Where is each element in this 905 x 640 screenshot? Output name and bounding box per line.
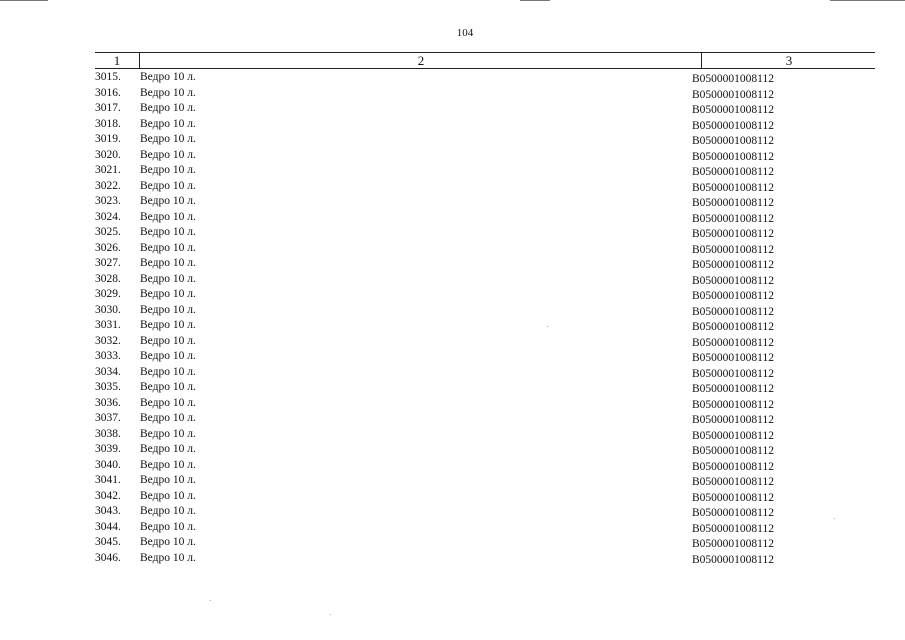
table-row [95, 70, 875, 86]
table-row [95, 551, 875, 567]
item-name: Ведро 10 л. [140, 489, 196, 502]
table-row [95, 194, 875, 210]
item-name: Ведро 10 л. [140, 164, 196, 176]
item-code: B0500001008112 [692, 197, 774, 209]
row-number: 3020. [95, 148, 121, 161]
item-name: Ведро 10 л. [140, 272, 196, 285]
item-name: Ведро 10 л. [140, 381, 196, 393]
table-row [95, 241, 875, 257]
item-code: B0500001008112 [692, 414, 774, 426]
row-number: 3030. [95, 303, 121, 316]
scan-edge-line [0, 0, 48, 1]
table-row [95, 473, 875, 489]
item-code: B0500001008112 [692, 367, 774, 380]
inventory-table [95, 52, 875, 566]
item-code: B0500001008112 [692, 507, 774, 519]
item-code: B0500001008112 [692, 119, 774, 132]
table-row [95, 442, 875, 458]
row-number: 3019. [95, 133, 121, 145]
row-number: 3021. [95, 164, 121, 176]
table-row [95, 396, 875, 412]
item-code: B0500001008112 [692, 73, 774, 85]
column-header-name: 2 [139, 53, 702, 68]
item-code: B0500001008112 [692, 445, 774, 457]
item-name: Ведро 10 л. [140, 412, 196, 424]
item-name: Ведро 10 л. [140, 303, 196, 316]
table-row [95, 256, 875, 272]
table-row [95, 132, 875, 148]
item-code: B0500001008112 [692, 259, 774, 271]
table-row [95, 504, 875, 520]
table-row [95, 272, 875, 288]
row-number: 3043. [95, 505, 121, 517]
row-number: 3022. [95, 179, 121, 192]
table-row [95, 535, 875, 551]
row-number: 3045. [95, 536, 121, 548]
table-row [95, 225, 875, 241]
table-row [95, 380, 875, 396]
item-code: B0500001008112 [692, 491, 774, 504]
row-number: 3037. [95, 412, 121, 424]
item-code: B0500001008112 [692, 522, 774, 535]
item-name: Ведро 10 л. [140, 86, 196, 99]
row-number: 3033. [95, 350, 121, 362]
item-name: Ведро 10 л. [140, 396, 196, 409]
table-row [95, 148, 875, 164]
table-row [95, 287, 875, 303]
table-row [95, 179, 875, 195]
item-code: B0500001008112 [692, 243, 774, 256]
item-code: B0500001008112 [692, 104, 774, 116]
row-number: 3025. [95, 226, 121, 238]
table-row [95, 427, 875, 443]
row-number: 3027. [95, 257, 121, 269]
item-name: Ведро 10 л. [140, 226, 196, 238]
row-number: 3038. [95, 427, 121, 440]
row-number: 3024. [95, 210, 121, 223]
table-row [95, 334, 875, 350]
table-row [95, 303, 875, 319]
row-number: 3042. [95, 489, 121, 502]
item-name: Ведро 10 л. [140, 443, 196, 455]
item-code: B0500001008112 [692, 321, 774, 333]
item-name: Ведро 10 л. [140, 536, 196, 548]
item-code: B0500001008112 [692, 274, 774, 287]
row-number: 3018. [95, 117, 121, 130]
table-row [95, 318, 875, 334]
item-name: Ведро 10 л. [140, 117, 196, 130]
table-row [95, 210, 875, 226]
row-number: 3036. [95, 396, 121, 409]
item-name: Ведро 10 л. [140, 334, 196, 347]
item-code: B0500001008112 [692, 181, 774, 194]
table-header-row [95, 52, 875, 69]
row-number: 3015. [95, 71, 121, 83]
item-code: B0500001008112 [692, 553, 774, 566]
table-row [95, 489, 875, 505]
item-code: B0500001008112 [692, 352, 774, 364]
item-name: Ведро 10 л. [140, 257, 196, 269]
item-name: Ведро 10 л. [140, 551, 196, 564]
scan-speck [834, 518, 835, 519]
item-code: B0500001008112 [692, 398, 774, 411]
item-name: Ведро 10 л. [140, 241, 196, 254]
item-code: B0500001008112 [692, 150, 774, 163]
table-row [95, 520, 875, 536]
item-name: Ведро 10 л. [140, 520, 196, 533]
scan-edge-line [830, 0, 905, 1]
item-name: Ведро 10 л. [140, 148, 196, 161]
row-number: 3031. [95, 319, 121, 331]
item-code: B0500001008112 [692, 212, 774, 225]
row-number: 3028. [95, 272, 121, 285]
item-name: Ведро 10 л. [140, 458, 196, 471]
item-name: Ведро 10 л. [140, 474, 196, 486]
row-number: 3040. [95, 458, 121, 471]
item-name: Ведро 10 л. [140, 71, 196, 83]
table-row [95, 101, 875, 117]
row-number: 3044. [95, 520, 121, 533]
table-row [95, 411, 875, 427]
item-name: Ведро 10 л. [140, 427, 196, 440]
item-code: B0500001008112 [692, 228, 774, 240]
table-row [95, 365, 875, 381]
row-number: 3016. [95, 86, 121, 99]
item-code: B0500001008112 [692, 336, 774, 349]
row-number: 3029. [95, 288, 121, 300]
page-number: 104 [456, 27, 474, 39]
item-code: B0500001008112 [692, 383, 774, 395]
item-name: Ведро 10 л. [140, 505, 196, 517]
column-header-number: 1 [113, 53, 121, 68]
column-header-code: 3 [701, 53, 876, 68]
row-number: 3035. [95, 381, 121, 393]
table-body [95, 69, 875, 566]
table-row [95, 458, 875, 474]
item-name: Ведро 10 л. [140, 179, 196, 192]
row-number: 3034. [95, 365, 121, 378]
item-name: Ведро 10 л. [140, 319, 196, 331]
row-number: 3023. [95, 195, 121, 207]
item-code: B0500001008112 [692, 88, 774, 101]
scan-speck [547, 326, 548, 327]
item-code: B0500001008112 [692, 166, 774, 178]
table-row [95, 86, 875, 102]
item-code: B0500001008112 [692, 135, 774, 147]
table-row [95, 163, 875, 179]
row-number: 3041. [95, 474, 121, 486]
scan-edge-line [520, 0, 550, 1]
item-code: B0500001008112 [692, 290, 774, 302]
item-name: Ведро 10 л. [140, 288, 196, 300]
item-name: Ведро 10 л. [140, 133, 196, 145]
item-code: B0500001008112 [692, 476, 774, 488]
item-code: B0500001008112 [692, 429, 774, 442]
item-name: Ведро 10 л. [140, 210, 196, 223]
item-name: Ведро 10 л. [140, 350, 196, 362]
item-code: B0500001008112 [692, 538, 774, 550]
item-name: Ведро 10 л. [140, 365, 196, 378]
item-name: Ведро 10 л. [140, 195, 196, 207]
table-row [95, 349, 875, 365]
row-number: 3026. [95, 241, 121, 254]
scan-speck [330, 614, 331, 615]
item-name: Ведро 10 л. [140, 102, 196, 114]
scan-speck [210, 600, 211, 601]
row-number: 3032. [95, 334, 121, 347]
row-number: 3046. [95, 551, 121, 564]
row-number: 3017. [95, 102, 121, 114]
item-code: B0500001008112 [692, 305, 774, 318]
table-row [95, 117, 875, 133]
item-code: B0500001008112 [692, 460, 774, 473]
row-number: 3039. [95, 443, 121, 455]
